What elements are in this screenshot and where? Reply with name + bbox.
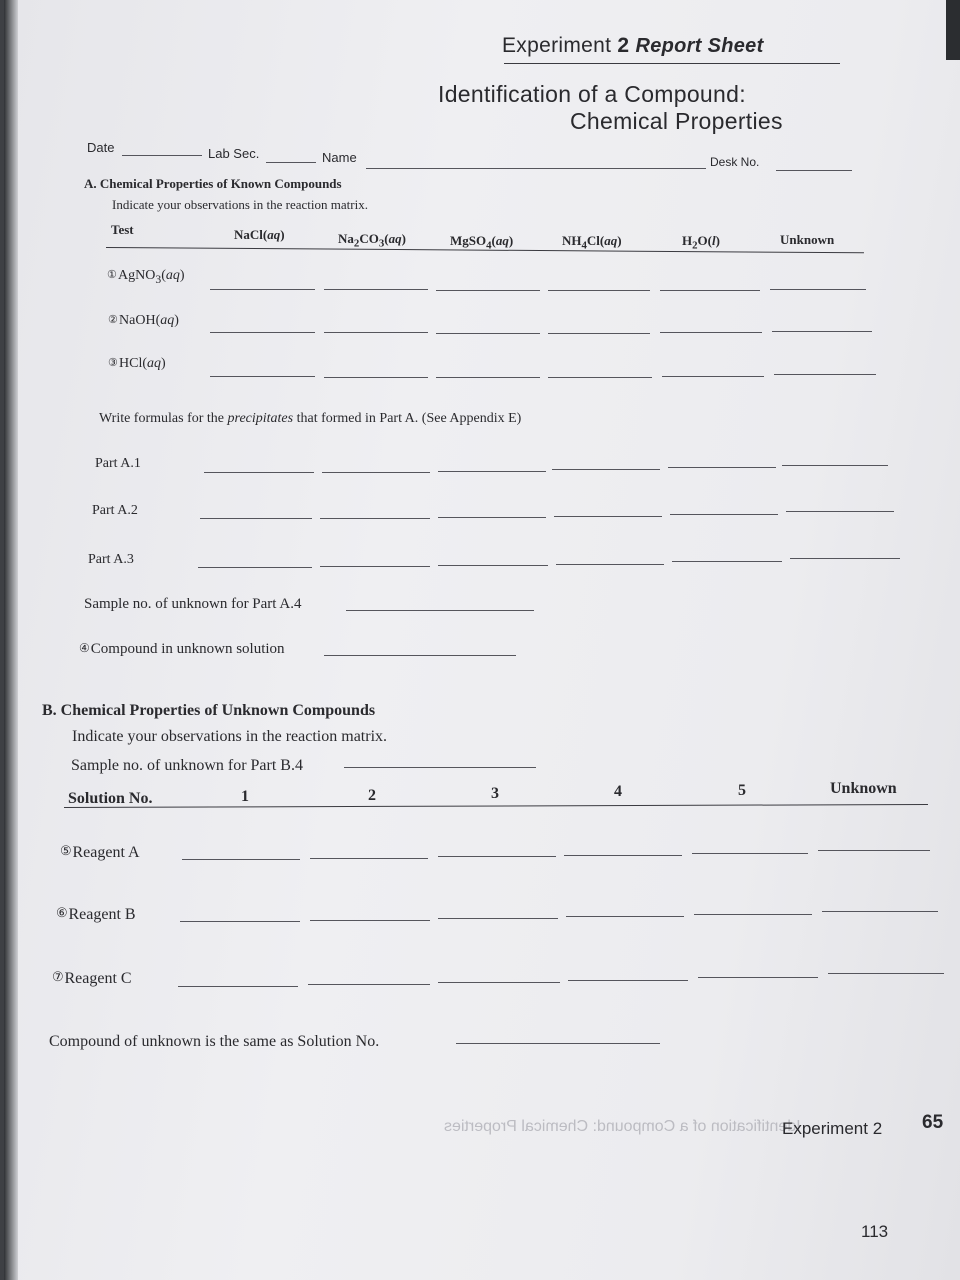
precipitates-instruction [99, 411, 521, 427]
sample-no-a4-label: Sample no. of unknown for Part A.4 [84, 596, 302, 612]
precipitate-field[interactable] [204, 472, 314, 473]
col-solution-1: 1 [241, 788, 249, 805]
footer-experiment: Experiment 2 [782, 1119, 883, 1138]
section-b-header-rule [64, 804, 928, 808]
reagent-obs-field[interactable] [698, 977, 818, 978]
background-strip [946, 0, 960, 60]
reagent-obs-field[interactable] [568, 980, 688, 981]
obs-field[interactable] [660, 332, 762, 333]
section-b-instruction: Indicate your observations in the reaction matrix. [72, 728, 388, 745]
precipitate-field[interactable] [438, 471, 546, 472]
obs-field[interactable] [548, 333, 650, 334]
col-solution-5: 5 [738, 782, 746, 799]
col-mgso4: MgSO$_4$(aq) [450, 233, 514, 252]
obs-field[interactable] [324, 332, 428, 333]
part-a3-label: Part A.3 [88, 552, 134, 567]
reagent-obs-field[interactable] [310, 858, 428, 859]
reagent-obs-field[interactable] [692, 853, 808, 854]
handwritten-page-number: 113 [861, 1222, 889, 1241]
precipitate-field[interactable] [556, 564, 664, 565]
precipitate-field[interactable] [438, 565, 548, 566]
obs-field[interactable] [660, 290, 760, 291]
row-reagent-b: ⑥Reagent B [56, 906, 136, 923]
experiment-header [502, 34, 764, 58]
reagent-obs-field[interactable] [564, 855, 682, 856]
name-field[interactable] [366, 168, 706, 169]
title-rule [504, 63, 840, 64]
obs-field[interactable] [210, 289, 315, 290]
report-sheet-page [4, 0, 960, 1280]
col-test: Test [111, 222, 134, 237]
col-solution-2: 2 [368, 787, 376, 804]
precipitate-field[interactable] [672, 561, 782, 562]
precipitate-field[interactable] [438, 517, 546, 518]
precipitates-text-2: precipitates [227, 411, 294, 426]
section-a-title: A. Chemical Properties of Known Compounds [84, 176, 342, 191]
row-agno3: ①AgNO$_3$(aq) [107, 268, 185, 286]
obs-field[interactable] [774, 374, 876, 375]
section-a-instruction: Indicate your observations in the reaction matrix. [112, 197, 368, 212]
reagent-obs-field[interactable] [180, 921, 300, 922]
precipitate-field[interactable] [322, 472, 430, 473]
col-solution-no: Solution No. [68, 790, 153, 807]
obs-field[interactable] [324, 289, 428, 290]
obs-field[interactable] [772, 331, 872, 332]
title-line-1: Identification of a Compound: [438, 81, 746, 107]
col-nh4cl: $NH_4Cl(aq)$ [562, 233, 622, 252]
obs-field[interactable] [324, 377, 428, 378]
reagent-obs-field[interactable] [828, 973, 944, 974]
desk-no-label: Desk No. [710, 155, 760, 169]
sample-no-b4-field[interactable] [344, 767, 536, 768]
obs-field[interactable] [210, 376, 315, 377]
precipitate-field[interactable] [552, 469, 660, 470]
page-edge-shadow [4, 0, 18, 1280]
precipitate-field[interactable] [668, 467, 776, 468]
reagent-a-text: Reagent A [72, 844, 140, 861]
precipitate-field[interactable] [200, 518, 312, 519]
precipitate-field[interactable] [786, 511, 894, 512]
reagent-obs-field[interactable] [694, 914, 812, 915]
compound-unknown-label: ④Compound in unknown solution [79, 641, 285, 657]
reagent-obs-field[interactable] [438, 918, 558, 919]
reagent-obs-field[interactable] [310, 920, 430, 921]
obs-field[interactable] [548, 377, 652, 378]
compound-unknown-field[interactable] [324, 655, 516, 656]
col-solution-unknown: Unknown [830, 780, 897, 797]
precipitates-text-3: that formed in Part A. (See Appendix E) [293, 411, 522, 426]
row-naoh: ②NaOH(aq) [108, 313, 179, 328]
obs-field[interactable] [548, 290, 650, 291]
name-label: Name [322, 150, 357, 165]
reagent-obs-field[interactable] [438, 982, 560, 983]
conclusion-field[interactable] [456, 1043, 660, 1044]
precipitate-field[interactable] [670, 514, 778, 515]
col-nacl: NaCl(aq) [234, 227, 285, 242]
part-a2-label: Part A.2 [92, 503, 138, 518]
row-reagent-c: ⑦Reagent C [52, 970, 132, 987]
reagent-obs-field[interactable] [566, 916, 684, 917]
reagent-obs-field[interactable] [822, 911, 938, 912]
report-sheet-title: Report Sheet [635, 35, 764, 57]
experiment-number: 2 [617, 34, 630, 57]
lab-sec-label: Lab Sec. [208, 146, 260, 161]
col-na2co3: $Na_2CO_3(aq)$ [338, 231, 406, 250]
page-number-65: 65 [922, 1112, 944, 1133]
row-hcl: ③HCl(aq) [108, 356, 166, 371]
reagent-obs-field[interactable] [308, 984, 430, 985]
lab-sec-field[interactable] [266, 162, 316, 163]
title-line-2: Chemical Properties [570, 108, 783, 134]
precipitate-field[interactable] [320, 566, 430, 567]
precipitate-field[interactable] [320, 518, 430, 519]
col-solution-3: 3 [491, 785, 499, 802]
experiment-label: Experiment [502, 34, 612, 57]
precipitates-text-1: Write formulas for the [99, 411, 228, 426]
col-solution-4: 4 [614, 783, 622, 800]
sample-no-a4-field[interactable] [346, 610, 534, 611]
bleed-through-text: Identification of a Compound: Chemical Properties [444, 1118, 801, 1135]
part-a1-label: Part A.1 [95, 456, 141, 471]
precipitate-field[interactable] [554, 516, 662, 517]
col-unknown: Unknown [780, 232, 835, 247]
obs-field[interactable] [436, 333, 540, 334]
reagent-c-text: Reagent C [64, 970, 132, 987]
obs-field[interactable] [662, 376, 764, 377]
obs-field[interactable] [436, 377, 540, 378]
reagent-obs-field[interactable] [438, 856, 556, 857]
col-h2o: $H_2O(l)$ [682, 233, 720, 252]
reagent-obs-field[interactable] [178, 986, 298, 987]
row-reagent-a: ⑤Reagent A [60, 844, 140, 861]
precipitate-field[interactable] [790, 558, 900, 559]
section-b-title: B. Chemical Properties of Unknown Compounds [42, 702, 376, 719]
obs-field[interactable] [210, 332, 315, 333]
reagent-obs-field[interactable] [818, 850, 930, 851]
obs-field[interactable] [436, 290, 540, 291]
sample-no-b4-label: Sample no. of unknown for Part B.4 [71, 757, 303, 774]
reagent-obs-field[interactable] [182, 859, 300, 860]
date-label: Date [87, 140, 115, 155]
precipitate-field[interactable] [782, 465, 888, 466]
obs-field[interactable] [770, 289, 866, 290]
compound-unknown-text: Compound in unknown solution [90, 641, 285, 657]
desk-no-field[interactable] [776, 170, 852, 171]
conclusion-label: Compound of unknown is the same as Solution No. [49, 1033, 380, 1050]
reagent-b-text: Reagent B [68, 906, 136, 923]
date-field[interactable] [122, 155, 202, 156]
precipitate-field[interactable] [198, 567, 312, 568]
